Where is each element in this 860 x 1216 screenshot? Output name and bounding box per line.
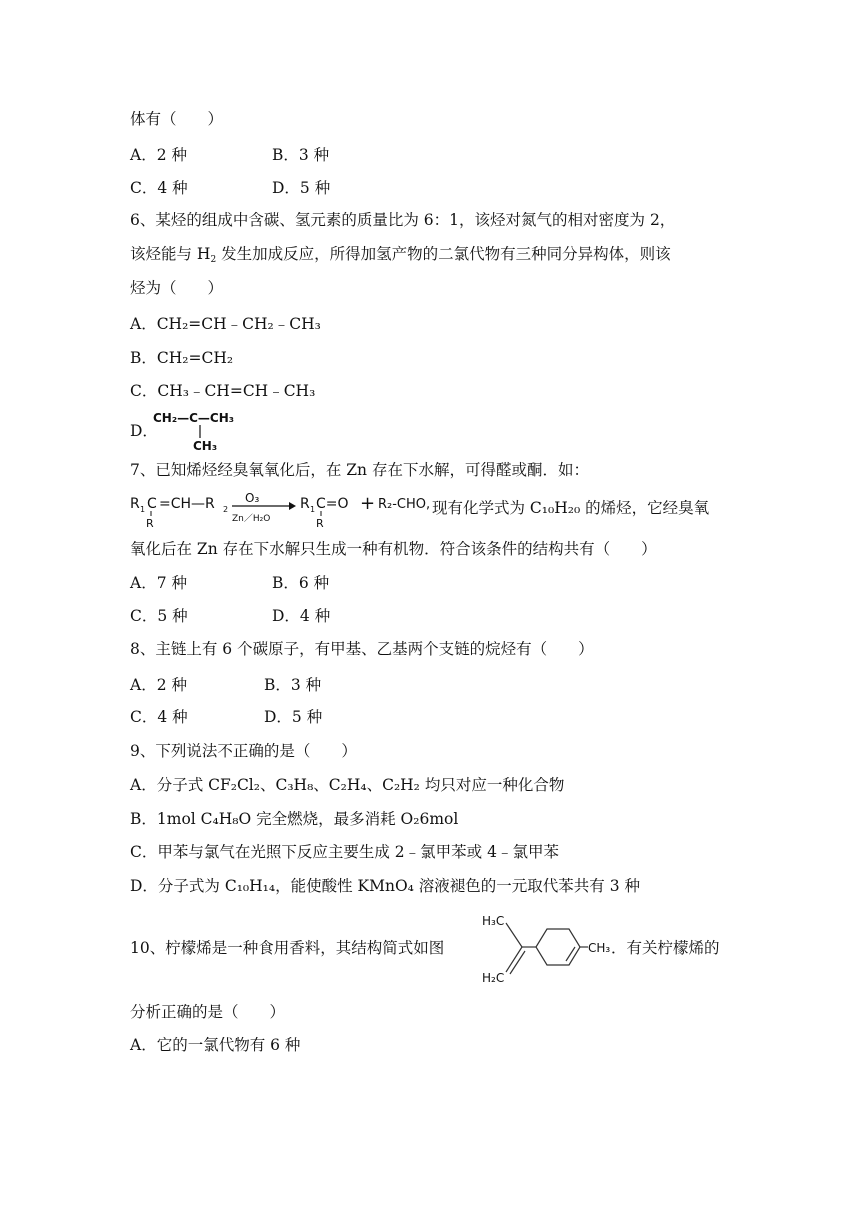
q5-option-b[interactable]: B．3 种 <box>272 146 330 164</box>
q8-option-b[interactable]: B．3 种 <box>264 676 322 694</box>
q8-option-d[interactable]: D．5 种 <box>264 708 323 726</box>
q7-reagent-bottom: Zn／H₂O <box>232 514 271 524</box>
q10-ring <box>536 929 580 965</box>
q7-r1-sub: 1 <box>140 505 146 514</box>
q7-option-d[interactable]: D．4 种 <box>272 607 331 625</box>
q10-stem-line2: 分析正确的是（ ） <box>130 1003 286 1021</box>
q7-option-a[interactable]: A．7 种 <box>130 574 187 592</box>
q7-stem-line3: 氧化后在 Zn 存在下水解只生成一种有机物．符合该条件的结构共有（ ） <box>130 540 657 558</box>
q7-product-r: R <box>316 517 324 530</box>
q6-option-b[interactable]: B．CH₂=CH₂ <box>130 349 234 367</box>
q7-product-r1-sub: 1 <box>310 505 316 514</box>
q7-reactant-sub2: 2 <box>223 505 229 514</box>
q9-stem: 9、下列说法不正确的是（ ） <box>130 742 357 760</box>
q6-option-d-structure <box>150 408 260 452</box>
q9-option-a[interactable]: A．分子式 CF₂Cl₂、C₃H₈、C₂H₄、C₂H₂ 均只对应一种化合物 <box>130 776 565 794</box>
q5-option-d[interactable]: D．5 种 <box>272 179 331 197</box>
q6-stem-line3: 烃为（ ） <box>130 279 224 297</box>
q7-stem-line1: 7、已知烯烃经臭氧氧化后，在 Zn 存在下水解，可得醛或酮．如： <box>130 461 589 479</box>
q7-arrow-head <box>289 502 296 510</box>
q7-product2: R₂-CHO, <box>378 497 431 512</box>
q10-limonene-structure <box>476 910 611 985</box>
q7-plus: + <box>360 493 376 514</box>
q9-option-b[interactable]: B．1mol C₄H₈O 完全燃烧，最多消耗 O₂6mol <box>130 810 459 828</box>
q7-reactant-rest: =CH—R <box>159 496 215 512</box>
q6-struct-top: CH₂—C—CH₃ <box>153 411 235 425</box>
q10-stem-line1: 10、柠檬烯是一种食用香料，其结构简式如图 <box>130 939 445 957</box>
q10-h2c: H₂C <box>482 971 505 985</box>
q6-option-c[interactable]: C．CH₃﹣CH=CH﹣CH₃ <box>130 382 316 400</box>
q9-option-d[interactable]: D．分子式为 C₁₀H₁₄，能使酸性 KMnO₄ 溶液褪色的一元取代苯共有 3 种 <box>130 877 641 895</box>
q5-tail: 体有（ ） <box>130 110 224 128</box>
q8-option-c[interactable]: C．4 种 <box>130 708 188 726</box>
q6-stem-line1: 6、某烃的组成中含碳、氢元素的质量比为 6：1，该烃对氮气的相对密度为 2， <box>130 211 676 229</box>
q5-option-a[interactable]: A．2 种 <box>130 146 187 164</box>
q6-option-d-label[interactable]: D． <box>130 422 158 440</box>
q7-product-rest: C=O <box>316 496 349 512</box>
q10-option-a[interactable]: A．它的一氯代物有 6 种 <box>130 1036 301 1054</box>
q6-option-a[interactable]: A．CH₂=CH﹣CH₂﹣CH₃ <box>130 315 321 333</box>
q6-struct-bottom: CH₃ <box>193 439 218 453</box>
q7-product-r1: R <box>300 496 310 512</box>
q9-option-c[interactable]: C．甲苯与氯气在光照下反应主要生成 2﹣氯甲苯或 4﹣氯甲苯 <box>130 843 559 861</box>
q8-option-a[interactable]: A．2 种 <box>130 676 187 694</box>
q10-ch3: CH₃ <box>588 941 611 955</box>
q10-h3c: H₃C <box>482 914 505 928</box>
q10-stem-line1-tail: ．有关柠檬烯的 <box>611 939 720 957</box>
q7-option-b[interactable]: B．6 种 <box>272 574 330 592</box>
q7-reaction-scheme <box>128 488 433 532</box>
q8-stem: 8、主链上有 6 个碳原子，有甲基、乙基两个支链的烷烃有（ ） <box>130 640 594 658</box>
q7-r1: R <box>130 496 140 512</box>
q7-r: R <box>146 517 154 530</box>
q6-stem-line2: 该烃能与 $H_2$ 发生加成反应，所得加氢产物的二氯代物有三种同分异构体，则该 <box>130 245 671 265</box>
q7-c: C <box>147 496 157 512</box>
q7-option-c[interactable]: C．5 种 <box>130 607 188 625</box>
q7-stem-line2: 现有化学式为 C₁₀H₂₀ 的烯烃，它经臭氧 <box>432 499 710 517</box>
q5-option-c[interactable]: C．4 种 <box>130 179 188 197</box>
q7-reagent-top: O₃ <box>245 491 260 505</box>
